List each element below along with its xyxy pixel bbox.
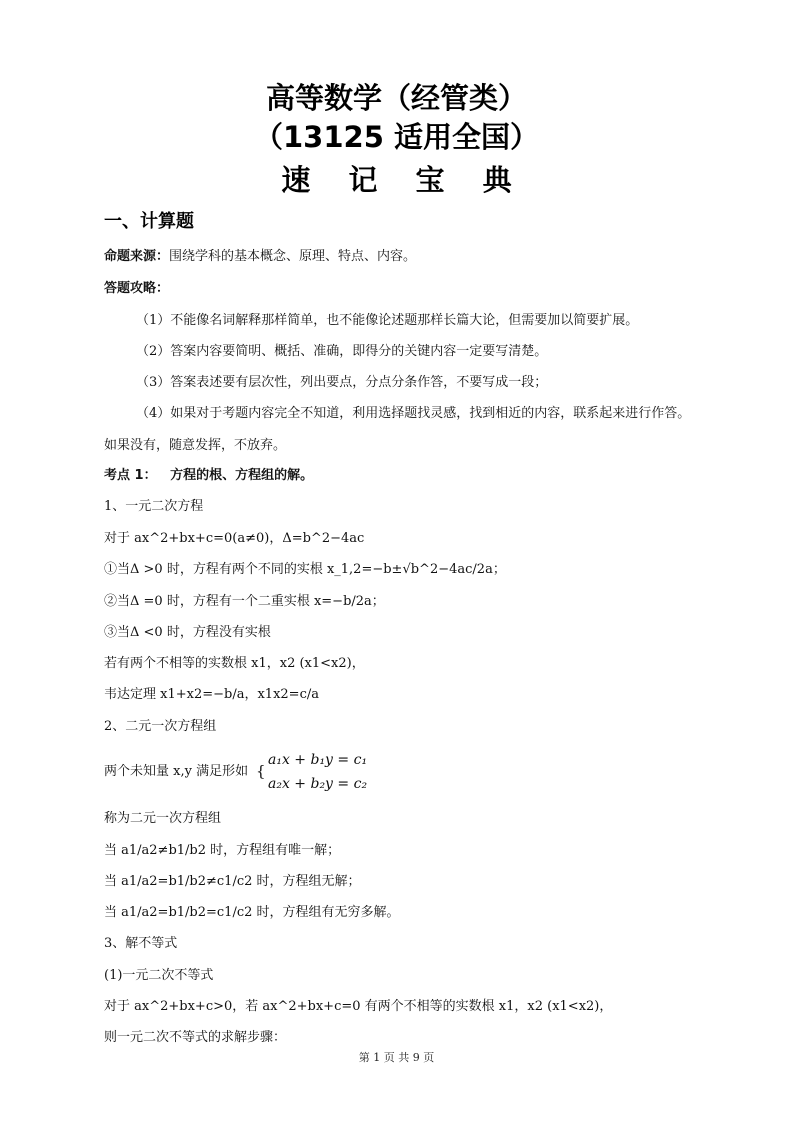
vieta-intro: 若有两个不相等的实数根 x1，x2 (x1<x2)， [104,656,365,671]
strategy-item: （3）答案表述要有层次性，列出要点，分点分条作答，不要写成一段； [136,375,548,390]
inequality-subheading: (1)一元二次不等式 [104,968,214,983]
title-line-3: 速 记 宝 典 [281,163,526,197]
linear-system-intro: 两个未知量 x,y 满足形如 [104,764,249,779]
quadratic-case-1: ①当Δ >0 时，方程有两个不同的实根 x_1,2=−b±√b^2−4ac/2a； [104,562,506,577]
point-label: 考点 1： [104,468,157,483]
strategy-item: （2）答案内容要简明、概括、准确，即得分的关键内容一定要写清楚。 [136,344,548,359]
linear-system-case-3: 当 a1/a2=b1/b2=c1/c2 时，方程组有无穷多解。 [104,905,400,920]
quadratic-case-3: ③当Δ <0 时，方程没有实根 [104,625,271,640]
page-number: 第 1 页 共 9 页 [358,1051,435,1064]
subheading-inequality: 3、解不等式 [104,936,178,951]
inequality-line-1: 对于 ax^2+bx+c>0，若 ax^2+bx+c=0 有两个不相等的实数根 x1，x2 (x1<x2)， [104,999,613,1014]
source-label: 命题来源： [104,249,170,264]
point-heading [104,467,313,485]
inequality-line-2: 则一元二次不等式的求解步骤： [104,1030,287,1045]
quadratic-def: 对于 ax^2+bx+c=0(a≠0)，Δ=b^2−4ac [104,531,365,546]
linear-system-case-1: 当 a1/a2≠b1/b2 时，方程组有唯一解； [104,843,341,858]
section-heading: 一、计算题 [104,211,194,232]
linear-system-named: 称为二元一次方程组 [104,811,222,826]
strategy-item: （1）不能像名词解释那样简单，也不能像论述题那样长篇大论，但需要加以简要扩展。 [136,313,639,328]
subheading-quadratic: 1、一元二次方程 [104,499,204,514]
system-equation-2: a₂x + b₂y = c₂ [268,776,368,792]
quadratic-case-2: ②当Δ =0 时，方程有一个二重实根 x=−b/2a； [104,594,385,609]
strategy-tail: 如果没有，随意发挥，不放弃。 [104,438,287,453]
strategy-item: （4）如果对于考题内容完全不知道，利用选择题找灵感，找到相近的内容，联系起来进行作答。 [136,406,691,421]
system-equation-1: a₁x + b₁y = c₁ [268,752,368,768]
source-text: 围绕学科的基本概念、原理、特点、内容。 [169,249,417,264]
system-brace: { [256,762,266,780]
vieta-formula: 韦达定理 x1+x2=−b/a，x1x2=c/a [104,687,319,702]
strategy-label: 答题攻略： [104,281,170,296]
source-line [104,248,416,266]
subheading-linear-system: 2、二元一次方程组 [104,719,217,734]
title-line-1: 高等数学（经管类） [265,81,527,115]
title-line-2: （13125 适用全国） [254,120,539,154]
point-title: 方程的根、方程组的解。 [170,468,314,483]
linear-system-case-2: 当 a1/a2=b1/b2≠c1/c2 时，方程组无解； [104,874,361,889]
